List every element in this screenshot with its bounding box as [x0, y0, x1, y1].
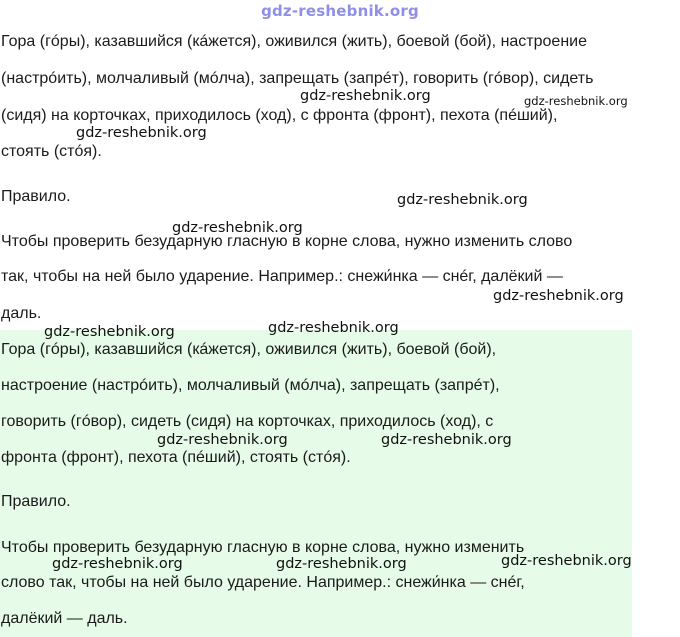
text-line: говорить (гóвор), сидеть (сидя) на корточках, приходилось (ход), с	[1, 413, 494, 430]
watermark: gdz-reshebnik.org	[157, 432, 288, 448]
text-line: (настрóить), молчаливый (мóлча), запрещать (запрéт), говорить (гóвор), сидеть	[1, 70, 594, 87]
text-line: фронта (фронт), пехота (пéший), стоять (стóя).	[1, 449, 351, 466]
answer-text-highlighted	[0, 330, 632, 637]
watermark: gdz-reshebnik.org	[276, 556, 407, 572]
text-line: стоять (стóя).	[1, 143, 102, 160]
watermark: gdz-reshebnik.org	[300, 88, 431, 104]
watermark: gdz-reshebnik.org	[76, 125, 207, 141]
watermark: gdz-reshebnik.org	[44, 324, 175, 340]
text-line: далёкий — даль.	[1, 610, 128, 627]
site-logo: gdz-reshebnik.org	[261, 2, 419, 20]
watermark: gdz-reshebnik.org	[524, 94, 628, 108]
watermark: gdz-reshebnik.org	[397, 192, 528, 208]
rule-heading: Правило.	[1, 188, 71, 205]
text-line: Чтобы проверить безударную гласную в корне слова, нужно изменить	[1, 539, 525, 556]
text-line: (сидя) на корточках, приходилось (ход), с фронта (фронт), пехота (пéший),	[1, 107, 558, 124]
watermark: gdz-reshebnik.org	[268, 320, 399, 336]
text-line: Гора (гóры), казавшийся (кáжется), оживился (жить), боевой (бой),	[1, 341, 497, 358]
watermark: gdz-reshebnik.org	[501, 553, 632, 569]
watermark: gdz-reshebnik.org	[172, 220, 303, 236]
text-line: настроение (настрóить), молчаливый (мóлча), запрещать (запрéт),	[1, 377, 500, 394]
watermark: gdz-reshebnik.org	[493, 288, 624, 304]
watermark: gdz-reshebnik.org	[52, 556, 183, 572]
text-line: Гора (гóры), казавшийся (кáжется), оживился (жить), боевой (бой), настроение	[1, 33, 587, 50]
text-line: так, чтобы на ней было ударение. Например.: снежи́нка — снéг, далёкий —	[1, 268, 563, 285]
text-line: даль.	[1, 305, 42, 322]
text-line: слово так, чтобы на ней было ударение. Например.: снежи́нка — снéг,	[1, 574, 525, 591]
text-line: Чтобы проверить безударную гласную в корне слова, нужно изменить слово	[1, 233, 573, 250]
watermark: gdz-reshebnik.org	[381, 432, 512, 448]
rule-heading: Правило.	[1, 493, 71, 510]
